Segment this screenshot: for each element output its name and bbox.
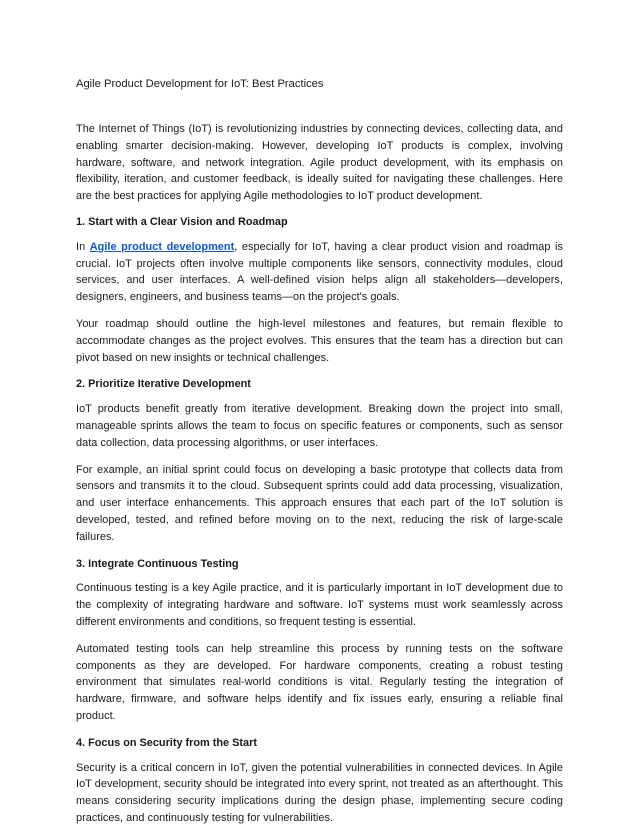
section-paragraph: For example, an initial sprint could focus on developing a basic prototype that collects data from sensors and transmits it to the cloud. Subsequent sprints could add data processing, visualization, and user interface enhancements. This approach ensures that each part of the IoT solution is developed, tested, and refined before moving on to the next, reducing the risk of large-scale failures. — [76, 463, 563, 543]
agile-product-development-link[interactable]: Agile product development — [89, 240, 235, 253]
section-paragraph: IoT products benefit greatly from iterative development. Breaking down the project into small, manageable sprints allows the team to focus on specific features or components, such as sensor data collection, data processing algorithms, or user interfaces. — [76, 403, 563, 449]
section-paragraph: Your roadmap should outline the high-level milestones and features, but remain flexible to accommodate changes as the project evolves. This ensures that the team has a direction but can pivot based on new insights or technical challenges. — [76, 317, 563, 364]
section-security — [76, 735, 563, 827]
section-vision-roadmap — [76, 214, 563, 366]
section-heading: 1. Start with a Clear Vision and Roadmap — [76, 215, 288, 228]
paragraph-text: , especially for IoT, having a clear product vision and roadmap is crucial. IoT projects often involve multiple components like sensors, connectivity modules, cloud services, and user interfaces. A well-defined vision helps align all stakeholders—developers, designers, engineers, and business teams—on the project's goals. — [76, 240, 564, 304]
intro-paragraph: The Internet of Things (IoT) is revolutionizing industries by connecting devices, collecting data, and enabling smarter decision-making. However, developing IoT products is complex, involving hardware, software, and network integration. Agile product development, with its emphasis on flexibility, iteration, and customer feedback, is ideally suited for navigating these challenges. Here are the best practices for applying Agile methodologies to IoT product development. — [76, 123, 563, 203]
section-paragraph — [76, 239, 563, 306]
section-paragraph: Continuous testing is a key Agile practice, and it is particularly important in IoT development due to the complexity of integrating hardware and software. IoT systems must work seamlessly across different environments and conditions, so frequent testing is essential. — [76, 582, 563, 628]
section-heading: 2. Prioritize Iterative Development — [76, 378, 251, 391]
section-paragraph: Security is a critical concern in IoT, given the potential vulnerabilities in connected devices. In Agile IoT development, security should be integrated into every sprint, not treated as an afterthought. This means considering security implications during the design phase, implementing secure coding practices, and continuously testing for vulnerabilities. — [76, 761, 563, 824]
section-heading: 3. Integrate Continuous Testing — [76, 557, 239, 570]
document-body — [76, 121, 563, 837]
section-paragraph: Automated testing tools can help streamline this process by running tests on the software components as they are developed. For hardware components, creating a robust testing environment that simulates real-world conditions is vital. Regularly testing the integration of hardware, firmware, and software helps identify and fix issues early, ensuring a reliable final product. — [76, 642, 563, 722]
document-title: Agile Product Development for IoT: Best Practices — [76, 78, 324, 90]
section-heading: 4. Focus on Security from the Start — [76, 736, 257, 749]
section-iterative-development — [76, 376, 563, 545]
paragraph-text: In — [76, 240, 90, 253]
section-continuous-testing — [76, 556, 563, 725]
